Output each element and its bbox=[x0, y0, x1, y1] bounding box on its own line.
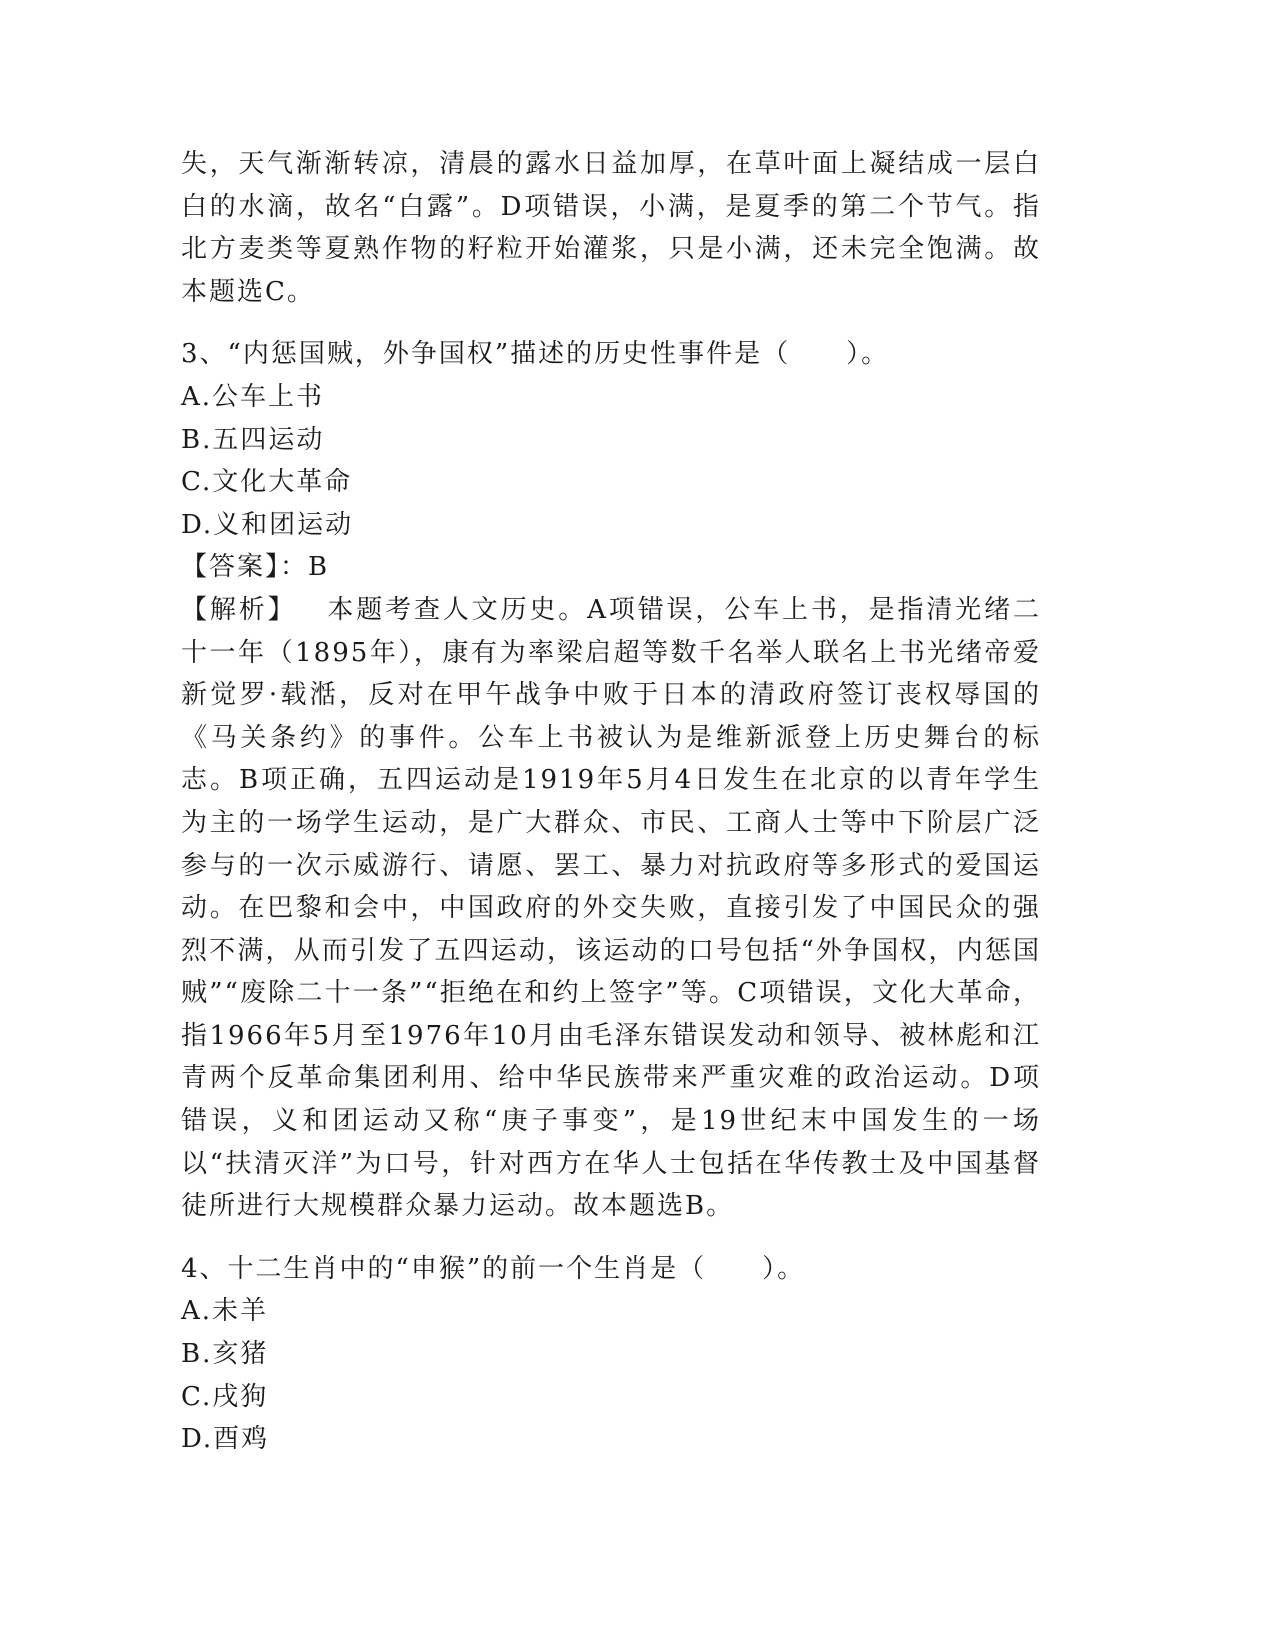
question-4-option-a: A.未羊 bbox=[181, 1296, 269, 1327]
analysis-text: 本题考查人文历史。A项错误，公车上书，是指清光绪二十一年（1895年），康有为率梁启超等数千名举人联名上书光绪帝爱新觉罗·载湉，反对在甲午战争中败于日本的清政府签订丧权辱国的《马关条约》的事件。公车上书被认为是维新派登上历史舞台的标志。B项正确，五四运动是1919年5月4日发生在北京的以青年学生为主的一场学生运动，是广大群众、市民、工商人士等中下阶层广泛参与的一次示威游行、请愿、罢工、暴力对抗政府等多形式的爱国运动。在巴黎和会中，中国政府的外交失败，直接引发了中国民众的强烈不满，从而引发了五四运动，该运动的口号包括“外争国权，内惩国贼”“废除二十一条”“拒绝在和约上签字”等。C项错误，文化大革命，指1966年5月至1976年10月由毛泽东错误发动和领导、被林彪和江青两个反革命集团利用、给中华民族带来严重灾难的政治运动。D项错误，义和团运动又称“庚子事变”，是19世纪末中国发生的一场以“扶清灭洋”为口号，针对西方在华人士包括在华传教士及中国基督徒所进行大规模群众暴力运动。故本题选B。 bbox=[181, 594, 1041, 1222]
analysis-label: 【解析】 bbox=[181, 594, 297, 625]
question-3-analysis bbox=[181, 589, 1041, 1228]
question-4-option-c: C.戌狗 bbox=[181, 1381, 269, 1412]
question-4 bbox=[181, 1248, 1041, 1461]
question-3-option-c: C.文化大革命 bbox=[181, 467, 353, 498]
previous-analysis-continuation: 失，天气渐渐转凉，清晨的露水日益加厚，在草叶面上凝结成一层白白的水滴，故名“白露”。D项错误，小满，是夏季的第二个节气。指北方麦类等夏熟作物的籽粒开始灌浆，只是小满，还未完全饱满。故本题选C。 bbox=[181, 149, 1041, 307]
question-4-stem: 4、十二生肖中的“申猴”的前一个生肖是（ ）。 bbox=[181, 1253, 806, 1284]
question-3-option-b: B.五四运动 bbox=[181, 424, 325, 455]
question-3-option-a: A.公车上书 bbox=[181, 381, 325, 412]
answer-label: 【答案】： bbox=[181, 552, 309, 583]
question-3-option-d: D.义和团运动 bbox=[181, 509, 354, 540]
question-4-option-d: D.酉鸡 bbox=[181, 1424, 270, 1455]
document-page bbox=[181, 143, 1041, 1461]
answer-value: B bbox=[308, 552, 330, 583]
question-3 bbox=[181, 333, 1041, 1227]
question-3-stem: 3、“内惩国贼，外争国权”描述的历史性事件是（ ）。 bbox=[181, 339, 890, 370]
question-3-answer bbox=[181, 546, 1041, 589]
question-4-option-b: B.亥猪 bbox=[181, 1339, 269, 1370]
